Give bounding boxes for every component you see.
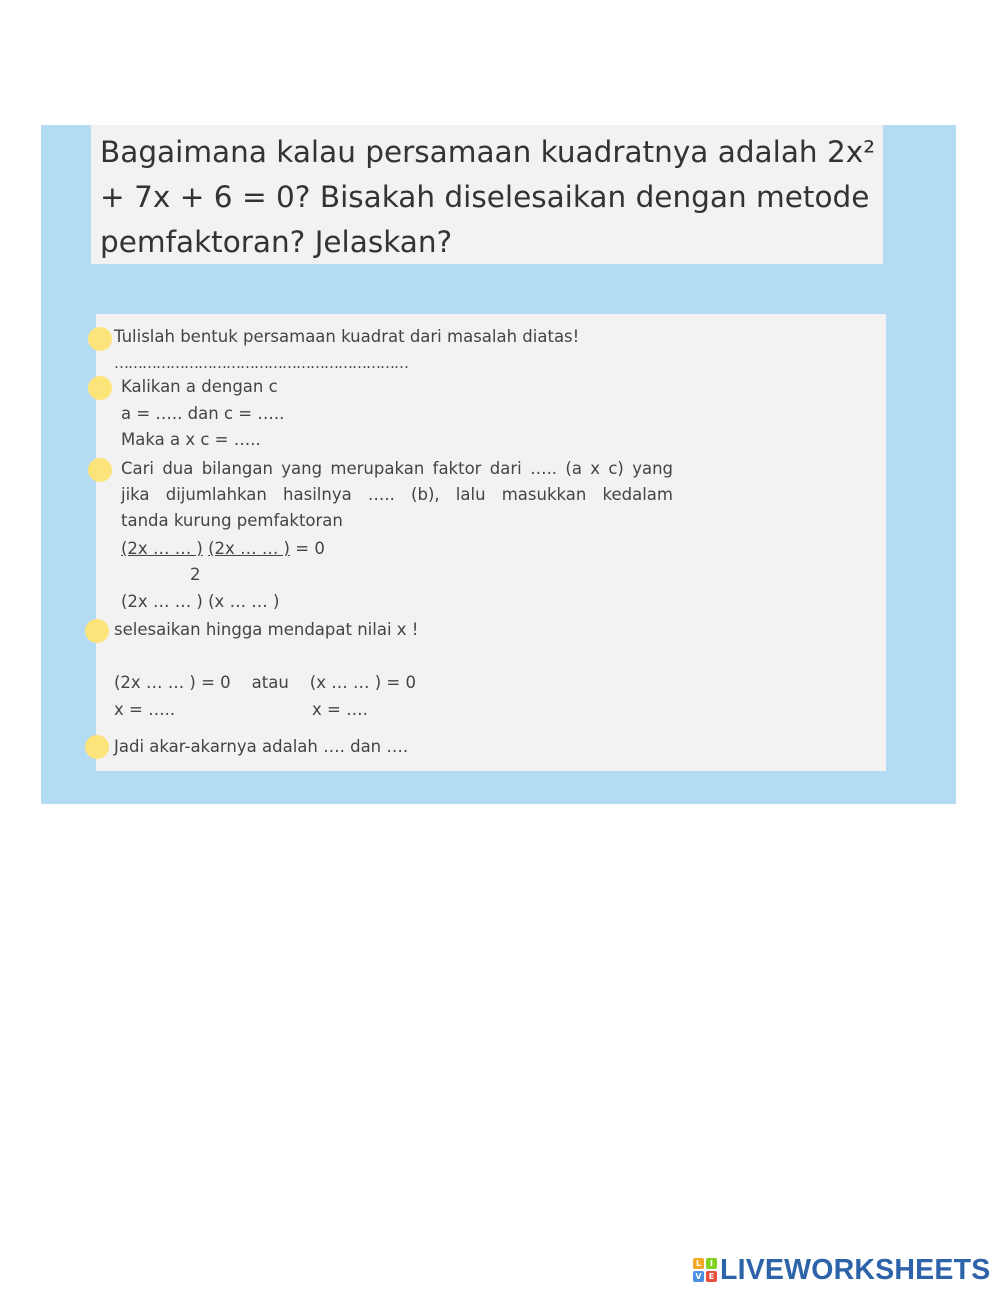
bullet-icon	[85, 619, 109, 643]
step-2-line-1: Kalikan a dengan c	[121, 377, 278, 396]
bullet-icon	[88, 327, 112, 351]
question-line-2: + 7x + 6 = 0? Bisakah diselesaikan dengan metode	[100, 180, 870, 214]
step-2-line-3[interactable]: Maka a x c = …..	[121, 430, 261, 449]
step-5-text[interactable]: Jadi akar-akarnya adalah …. dan ….	[114, 737, 409, 756]
step-3-line-3: tanda kurung pemfaktoran	[121, 511, 343, 530]
step-1-answer-blank[interactable]: ………………………………………………………	[114, 354, 408, 372]
factor-2[interactable]: (2x … … )	[208, 539, 290, 558]
bullet-icon	[85, 735, 109, 759]
logo-letter: L	[693, 1258, 704, 1269]
x-value-2[interactable]: x = ….	[312, 700, 368, 719]
brand-name: LIVEWORKSHEETS	[720, 1253, 991, 1286]
x-value-1[interactable]: x = …..	[114, 700, 176, 719]
question-line-3: pemfaktoran? Jelaskan?	[100, 225, 453, 259]
factor-equation[interactable]	[121, 539, 325, 559]
equals-zero: = 0	[295, 539, 325, 558]
step-1-text: Tulislah bentuk persamaan kuadrat dari masalah diatas!	[114, 327, 580, 346]
bullet-icon	[88, 458, 112, 482]
liveworksheets-brand	[693, 1253, 991, 1286]
solution-equations[interactable]: (2x … … ) = 0 atau (x … … ) = 0	[114, 673, 416, 692]
logo-letter: I	[706, 1258, 717, 1269]
step-2-line-2[interactable]: a = ….. dan c = …..	[121, 404, 285, 423]
bullet-icon	[88, 376, 112, 400]
step-3-line-1: Cari dua bilangan yang merupakan faktor dari ….. (a x c) yang	[121, 459, 673, 478]
question-line-1: Bagaimana kalau persamaan kuadratnya adalah 2x²	[100, 135, 876, 169]
step-4-text: selesaikan hingga mendapat nilai x !	[114, 620, 419, 639]
simplified-factors[interactable]: (2x … … ) (x … … )	[121, 592, 280, 611]
logo-letter: E	[706, 1271, 717, 1282]
logo-letter: V	[693, 1271, 704, 1282]
denominator: 2	[190, 565, 201, 584]
factor-1[interactable]: (2x … … )	[121, 539, 203, 558]
step-3-line-2: jika dijumlahkan hasilnya ….. (b), lalu masukkan kedalam	[121, 485, 673, 504]
liveworksheets-logo-icon	[693, 1258, 717, 1282]
question-text	[100, 130, 890, 265]
